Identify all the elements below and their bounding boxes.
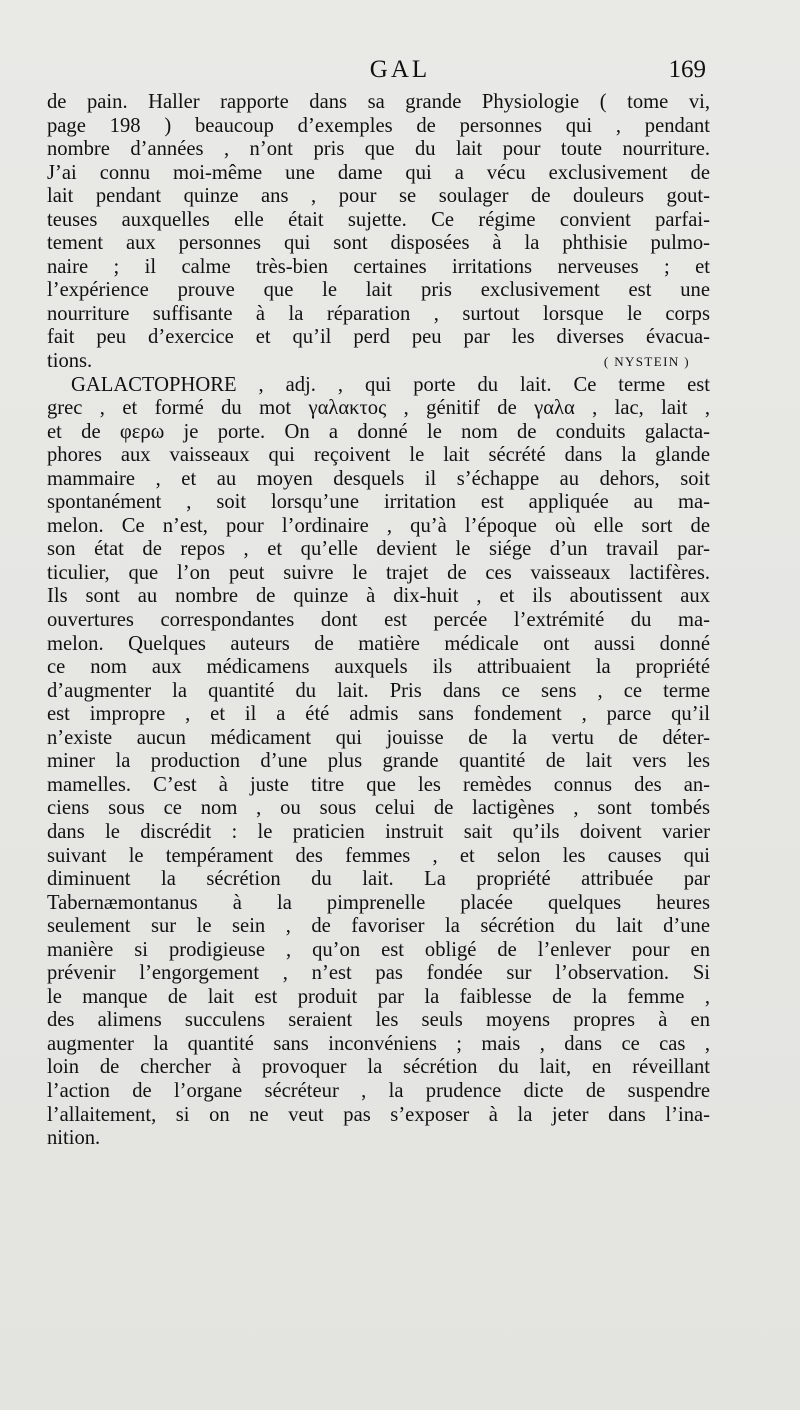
text-line: Tabernæmontanus à la pimprenelle placée quelques heures: [47, 891, 710, 914]
text-line: manière si prodigieuse , qu’on est obligé de l’enlever pour en: [47, 938, 710, 961]
entry-headword-line: GALACTOPHORE , adj. , qui porte du lait. Ce terme est: [71, 373, 710, 396]
text-line: ouvertures correspondantes dont est percée l’extrémité du ma-: [47, 609, 710, 632]
text-line: ticulier, que l’on peut suivre le trajet de ces vaisseaux lactifères.: [47, 561, 710, 584]
text-line: spontanément , soit lorsqu’une irritation est appliquée au ma-: [47, 491, 710, 514]
running-head-title: GAL: [369, 56, 431, 83]
text-line: naire ; il calme très-bien certaines irritations nerveuses ; et: [47, 255, 710, 278]
text-line: mamelles. C’est à juste titre que les remèdes connus des an-: [47, 773, 710, 796]
text-line: l’expérience prouve que le lait pris exclusivement est une: [47, 279, 710, 302]
text-line: page 198 ) beaucoup d’exemples de personnes qui , pendant: [47, 114, 710, 137]
text-line: miner la production d’une plus grande quantité de lait vers les: [47, 750, 710, 773]
text-line: dans le discrédit : le praticien instruit sait qu’ils doivent varier: [47, 820, 710, 843]
text-line: teuses auxquelles elle était sujette. Ce régime convient parfai-: [47, 208, 710, 231]
text-line: et de φερω je porte. On a donné le nom de conduits galacta-: [47, 420, 710, 443]
text-line: mammaire , et au moyen desquels il s’échappe au dehors, soit: [47, 467, 710, 490]
body-text: [47, 91, 710, 1151]
text-line-end: tions.: [47, 350, 93, 373]
text-line: n’existe aucun médicament qui jouisse de la vertu de déter-: [47, 726, 710, 749]
text-line: seulement sur le sein , de favoriser la sécrétion du lait d’une: [47, 915, 710, 938]
text-line: ciens sous ce nom , ou sous celui de lactigènes , sont tombés: [47, 797, 710, 820]
text-line: le manque de lait est produit par la faiblesse de la femme ,: [47, 985, 710, 1008]
text-line: augmenter la quantité sans inconvéniens ; mais , dans ce cas ,: [47, 1032, 710, 1055]
text-line: l’action de l’organe sécréteur , la prudence dicte de suspendre: [47, 1079, 710, 1102]
running-head: [0, 56, 800, 90]
text-line: nition.: [47, 1127, 101, 1150]
text-line: son état de repos , et qu’elle devient le siége d’un travail par-: [47, 538, 710, 561]
text-line: J’ai connu moi-même une dame qui a vécu exclusivement de: [47, 161, 710, 184]
text-line: est impropre , et il a été admis sans fondement , parce qu’il: [47, 703, 710, 726]
text-line: ce nom aux médicamens auxquels ils attribuaient la propriété: [47, 656, 710, 679]
text-line: loin de chercher à provoquer la sécrétion du lait, en réveillant: [47, 1056, 710, 1079]
text-line: nourriture suffisante à la réparation , surtout lorsque le corps: [47, 302, 710, 325]
text-line: tement aux personnes qui sont disposées à la phthisie pulmo-: [47, 232, 710, 255]
text-line: prévenir l’engorgement , n’est pas fondée sur l’observation. Si: [47, 962, 710, 985]
text-line: suivant le tempérament des femmes , et selon les causes qui: [47, 844, 710, 867]
text-line-with-signature: [47, 350, 710, 374]
text-line: grec , et formé du mot γαλακτος , génitif de γαλα , lac, lait ,: [47, 397, 710, 420]
text-line: l’allaitement, si on ne veut pas s’exposer à la jeter dans l’ina-: [47, 1103, 710, 1126]
author-signature: ( NYSTEIN ): [603, 354, 690, 370]
text-line: fait peu d’exercice et qu’il perd peu par les diverses évacua-: [47, 326, 710, 349]
text-line: de pain. Haller rapporte dans sa grande Physiologie ( tome vi,: [47, 91, 710, 113]
text-line: lait pendant quinze ans , pour se soulager de douleurs gout-: [47, 185, 710, 208]
text-line: d’augmenter la quantité du lait. Pris dans ce sens , ce terme: [47, 679, 710, 702]
text-line: nombre d’années , n’ont pris que du lait pour toute nourriture.: [47, 138, 710, 161]
text-line: diminuent la sécrétion du lait. La propriété attribuée par: [47, 868, 710, 891]
text-line: des alimens succulens seraient les seuls moyens propres à en: [47, 1009, 710, 1032]
text-line: melon. Quelques auteurs de matière médicale ont aussi donné: [47, 632, 710, 655]
text-line: melon. Ce n’est, pour l’ordinaire , qu’à l’époque où elle sort de: [47, 514, 710, 537]
text-line: phores aux vaisseaux qui reçoivent le lait sécrété dans la glande: [47, 444, 710, 467]
text-line: Ils sont au nombre de quinze à dix-huit , et ils aboutissent aux: [47, 585, 710, 608]
page-number: 169: [668, 56, 706, 83]
